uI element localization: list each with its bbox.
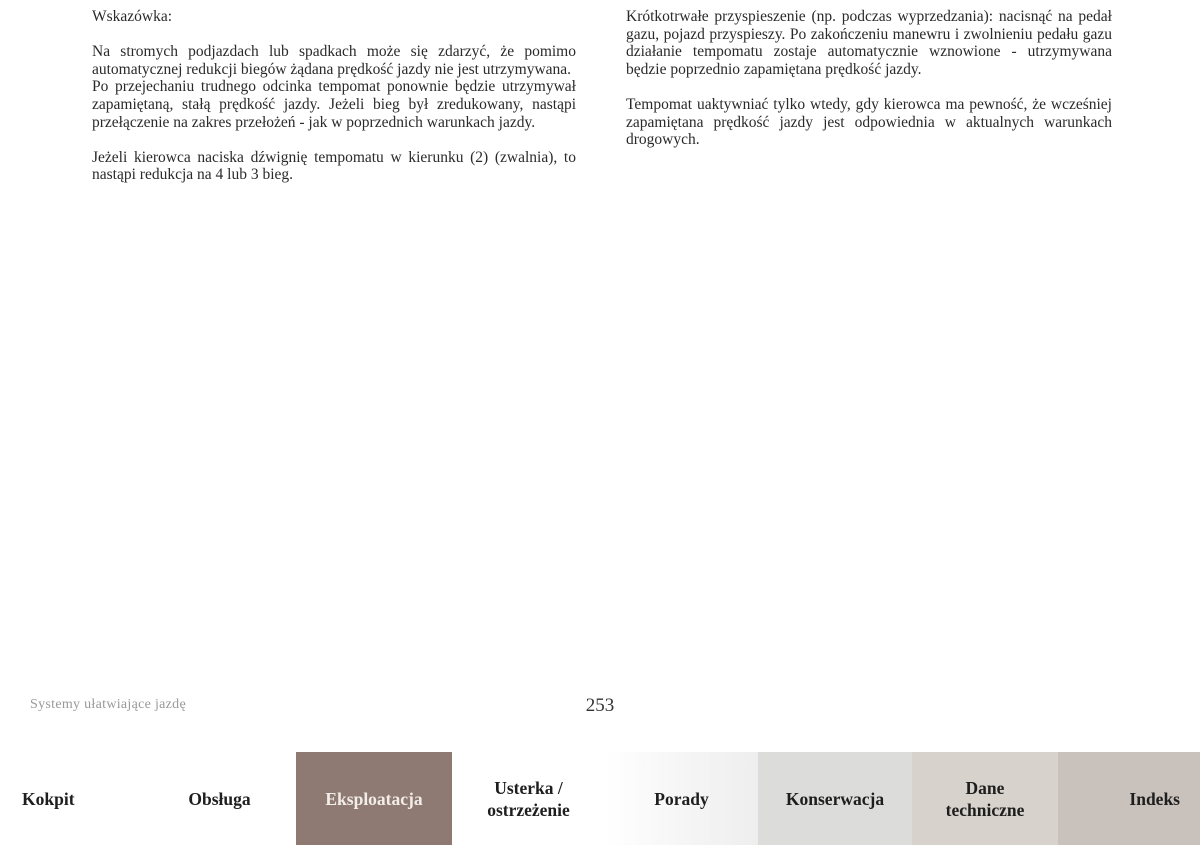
paragraph-short-acceleration: Krótkotrwałe przyspieszenie (np. podczas wyprzedzania): nacisnąć na pedał gazu, pojazd przyspieszy. Po zakończeniu manewru i zwolnieniu pedału gazu działanie tempomatu zostaje automatycznie wznowione - utrzymywana będzie poprzednio zapamiętana prędkość jazdy. [626, 8, 1112, 78]
right-column [626, 8, 1112, 149]
left-column [92, 8, 576, 184]
section-title: Systemy ułatwiające jazdę [30, 697, 186, 712]
paragraph-after-difficult-section: Po przejechaniu trudnego odcinka tempomat ponownie będzie utrzymywał zapamiętaną, stałą prędkość jazdy. Jeżeli bieg był zredukowany, nastąpi przełączenie na zakres przełożeń - jak w poprzednich warunkach jazdy. [92, 78, 576, 131]
tab-usterka-label-line1: Usterka / [494, 777, 563, 798]
tab-usterka-ostrzezenie[interactable] [452, 752, 605, 845]
paragraph-lever-downshift: Jeżeli kierowca naciska dźwignię tempomatu w kierunku (2) (zwalnia), to nastąpi redukcja na 4 lub 3 bieg. [92, 148, 576, 184]
tab-indeks[interactable] [1058, 752, 1200, 845]
tab-obsluga-label: Obsługa [188, 788, 251, 809]
tab-eksploatacja[interactable] [296, 752, 452, 845]
tab-usterka-label-line2: ostrzeżenie [487, 799, 570, 820]
paragraph-activate-cruise-control: Tempomat uaktywniać tylko wtedy, gdy kierowca ma pewność, że wcześniej zapamiętana prędkość jazdy jest odpowiednia w aktualnych warunkach drogowych. [626, 95, 1112, 149]
tab-konserwacja[interactable] [758, 752, 912, 845]
hint-heading: Wskazówka: [92, 8, 173, 25]
chapter-navigation [0, 752, 1200, 845]
tab-porady-label: Porady [654, 788, 709, 809]
tab-kokpit[interactable] [0, 752, 143, 845]
tab-kokpit-label: Kokpit [22, 788, 75, 809]
tab-eksploatacja-label: Eksploatacja [325, 788, 423, 809]
page-number: 253 [585, 695, 615, 716]
paragraph-steep-roads: Na stromych podjazdach lub spadkach może się zdarzyć, że pomimo automatycznej redukcji biegów żądana prędkość jazdy nie jest utrzymywana. [92, 43, 576, 78]
tab-dane-techniczne[interactable] [912, 752, 1058, 845]
tab-porady[interactable] [605, 752, 758, 845]
tab-konserwacja-label: Konserwacja [785, 788, 885, 809]
tab-dane-label-line2: techniczne [945, 799, 1025, 820]
tab-obsluga[interactable] [143, 752, 296, 845]
tab-dane-label-line1: Dane [965, 777, 1005, 798]
tab-indeks-label: Indeks [1129, 788, 1180, 809]
